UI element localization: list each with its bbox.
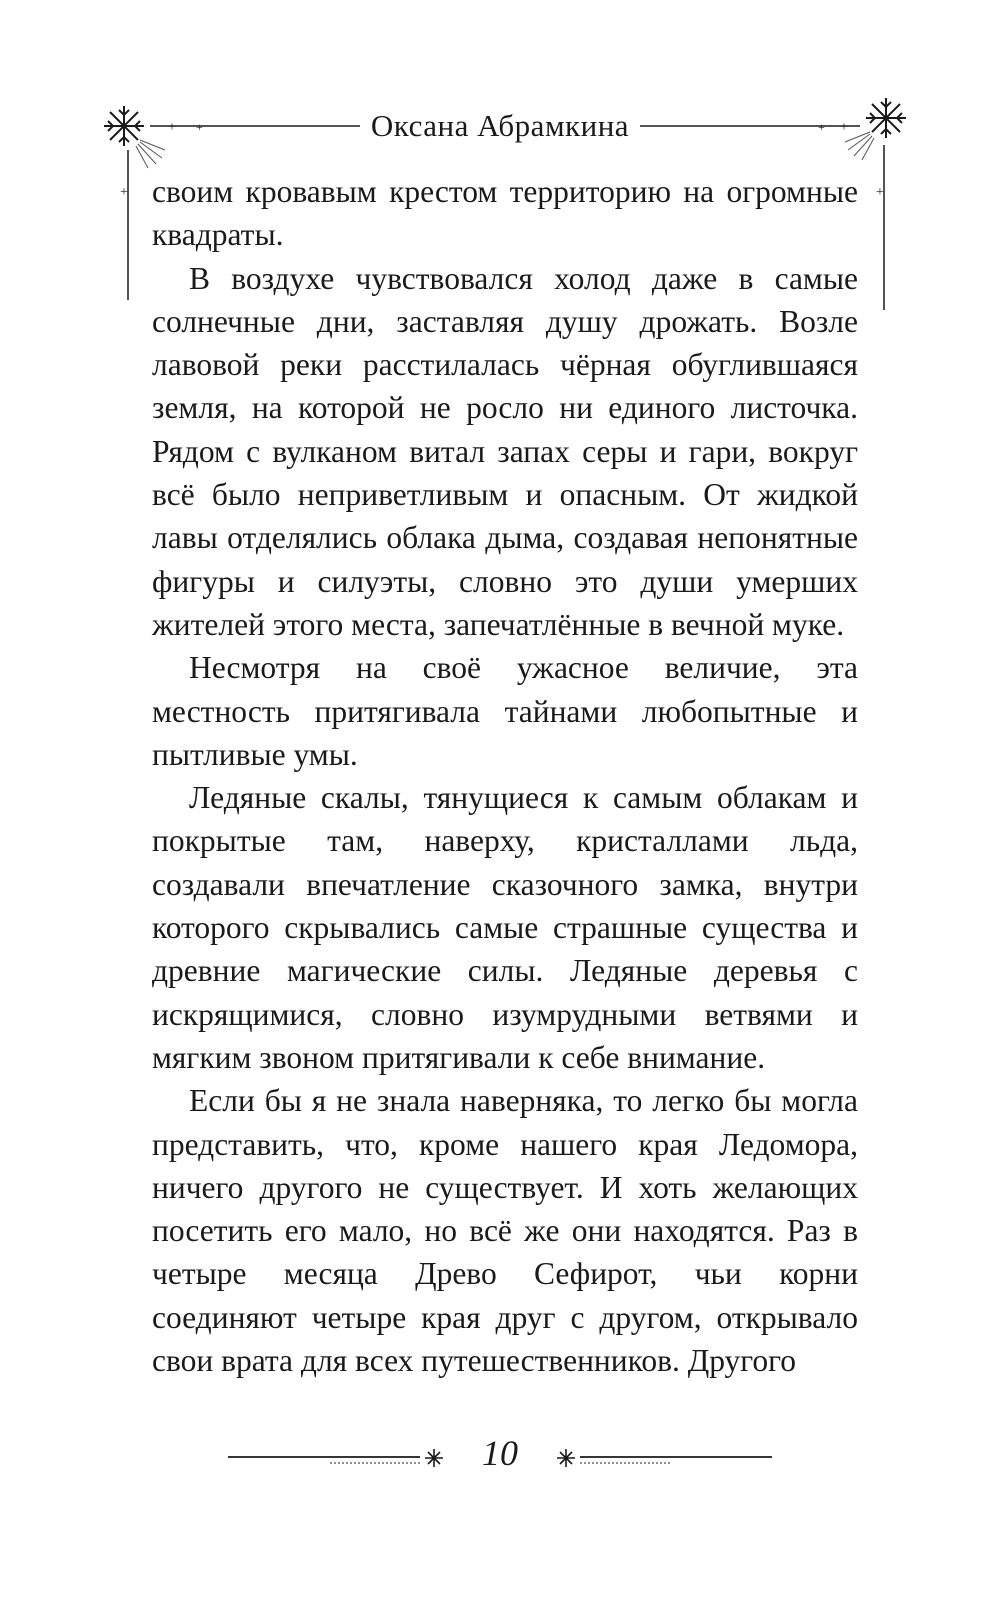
- svg-text:+: +: [818, 120, 825, 134]
- paragraph: В воздухе чувствовался холод даже в самые солнечные дни, заставляя душу дрожать. Возле лавовой реки расстилалась чёрная обуглившаяся земля, на которой не росло ни единого листочка. Рядом с вулканом витал запах серы и гари, вокруг всё было неприветливым и опасным. От жидкой лавы отделялись облака дыма, создавая непонятные фигуры и силуэты, словно это души умерших жителей этого места, запечатлённые в вечной муке.: [152, 260, 858, 642]
- svg-text:+: +: [168, 120, 176, 135]
- svg-text:+: +: [876, 185, 884, 200]
- page-body: [152, 170, 858, 1382]
- paragraph: Несмотря на своё ужасное величие, эта местность притягивала тайнами любопытные и пытливые умы.: [152, 650, 858, 772]
- running-header-author: Оксана Абрамкина: [370, 108, 630, 143]
- rays-left-icon: [136, 140, 165, 168]
- paragraph: своим кровавым крестом территорию на огромные квадраты.: [152, 174, 858, 253]
- svg-text:+: +: [120, 185, 128, 200]
- svg-text:+: +: [840, 120, 848, 135]
- paragraph: Ледяные скалы, тянущиеся к самым облакам и покрытые там, наверху, кристаллами льда, создавали впечатление сказочного замка, внутри которого скрывались самые страшные существа и древние магические силы. Ледяные деревья с искрящимися, словно изумрудными ветвями и мягким звоном притягивали к себе внимание.: [152, 780, 858, 1075]
- page-number: 10: [482, 1433, 518, 1473]
- svg-text:+: +: [196, 120, 203, 134]
- paragraph: Если бы я не знала наверняка, то легко бы могла представить, что, кроме нашего края Ледомора, ничего другого не существует. И хоть желающих посетить его мало, но всё же они находятся. Раз в четыре месяца Древо Сефирот, чьи корни соединяют четыре края друг с другом, открывало свои врата для всех путешественников. Другого: [152, 1083, 858, 1379]
